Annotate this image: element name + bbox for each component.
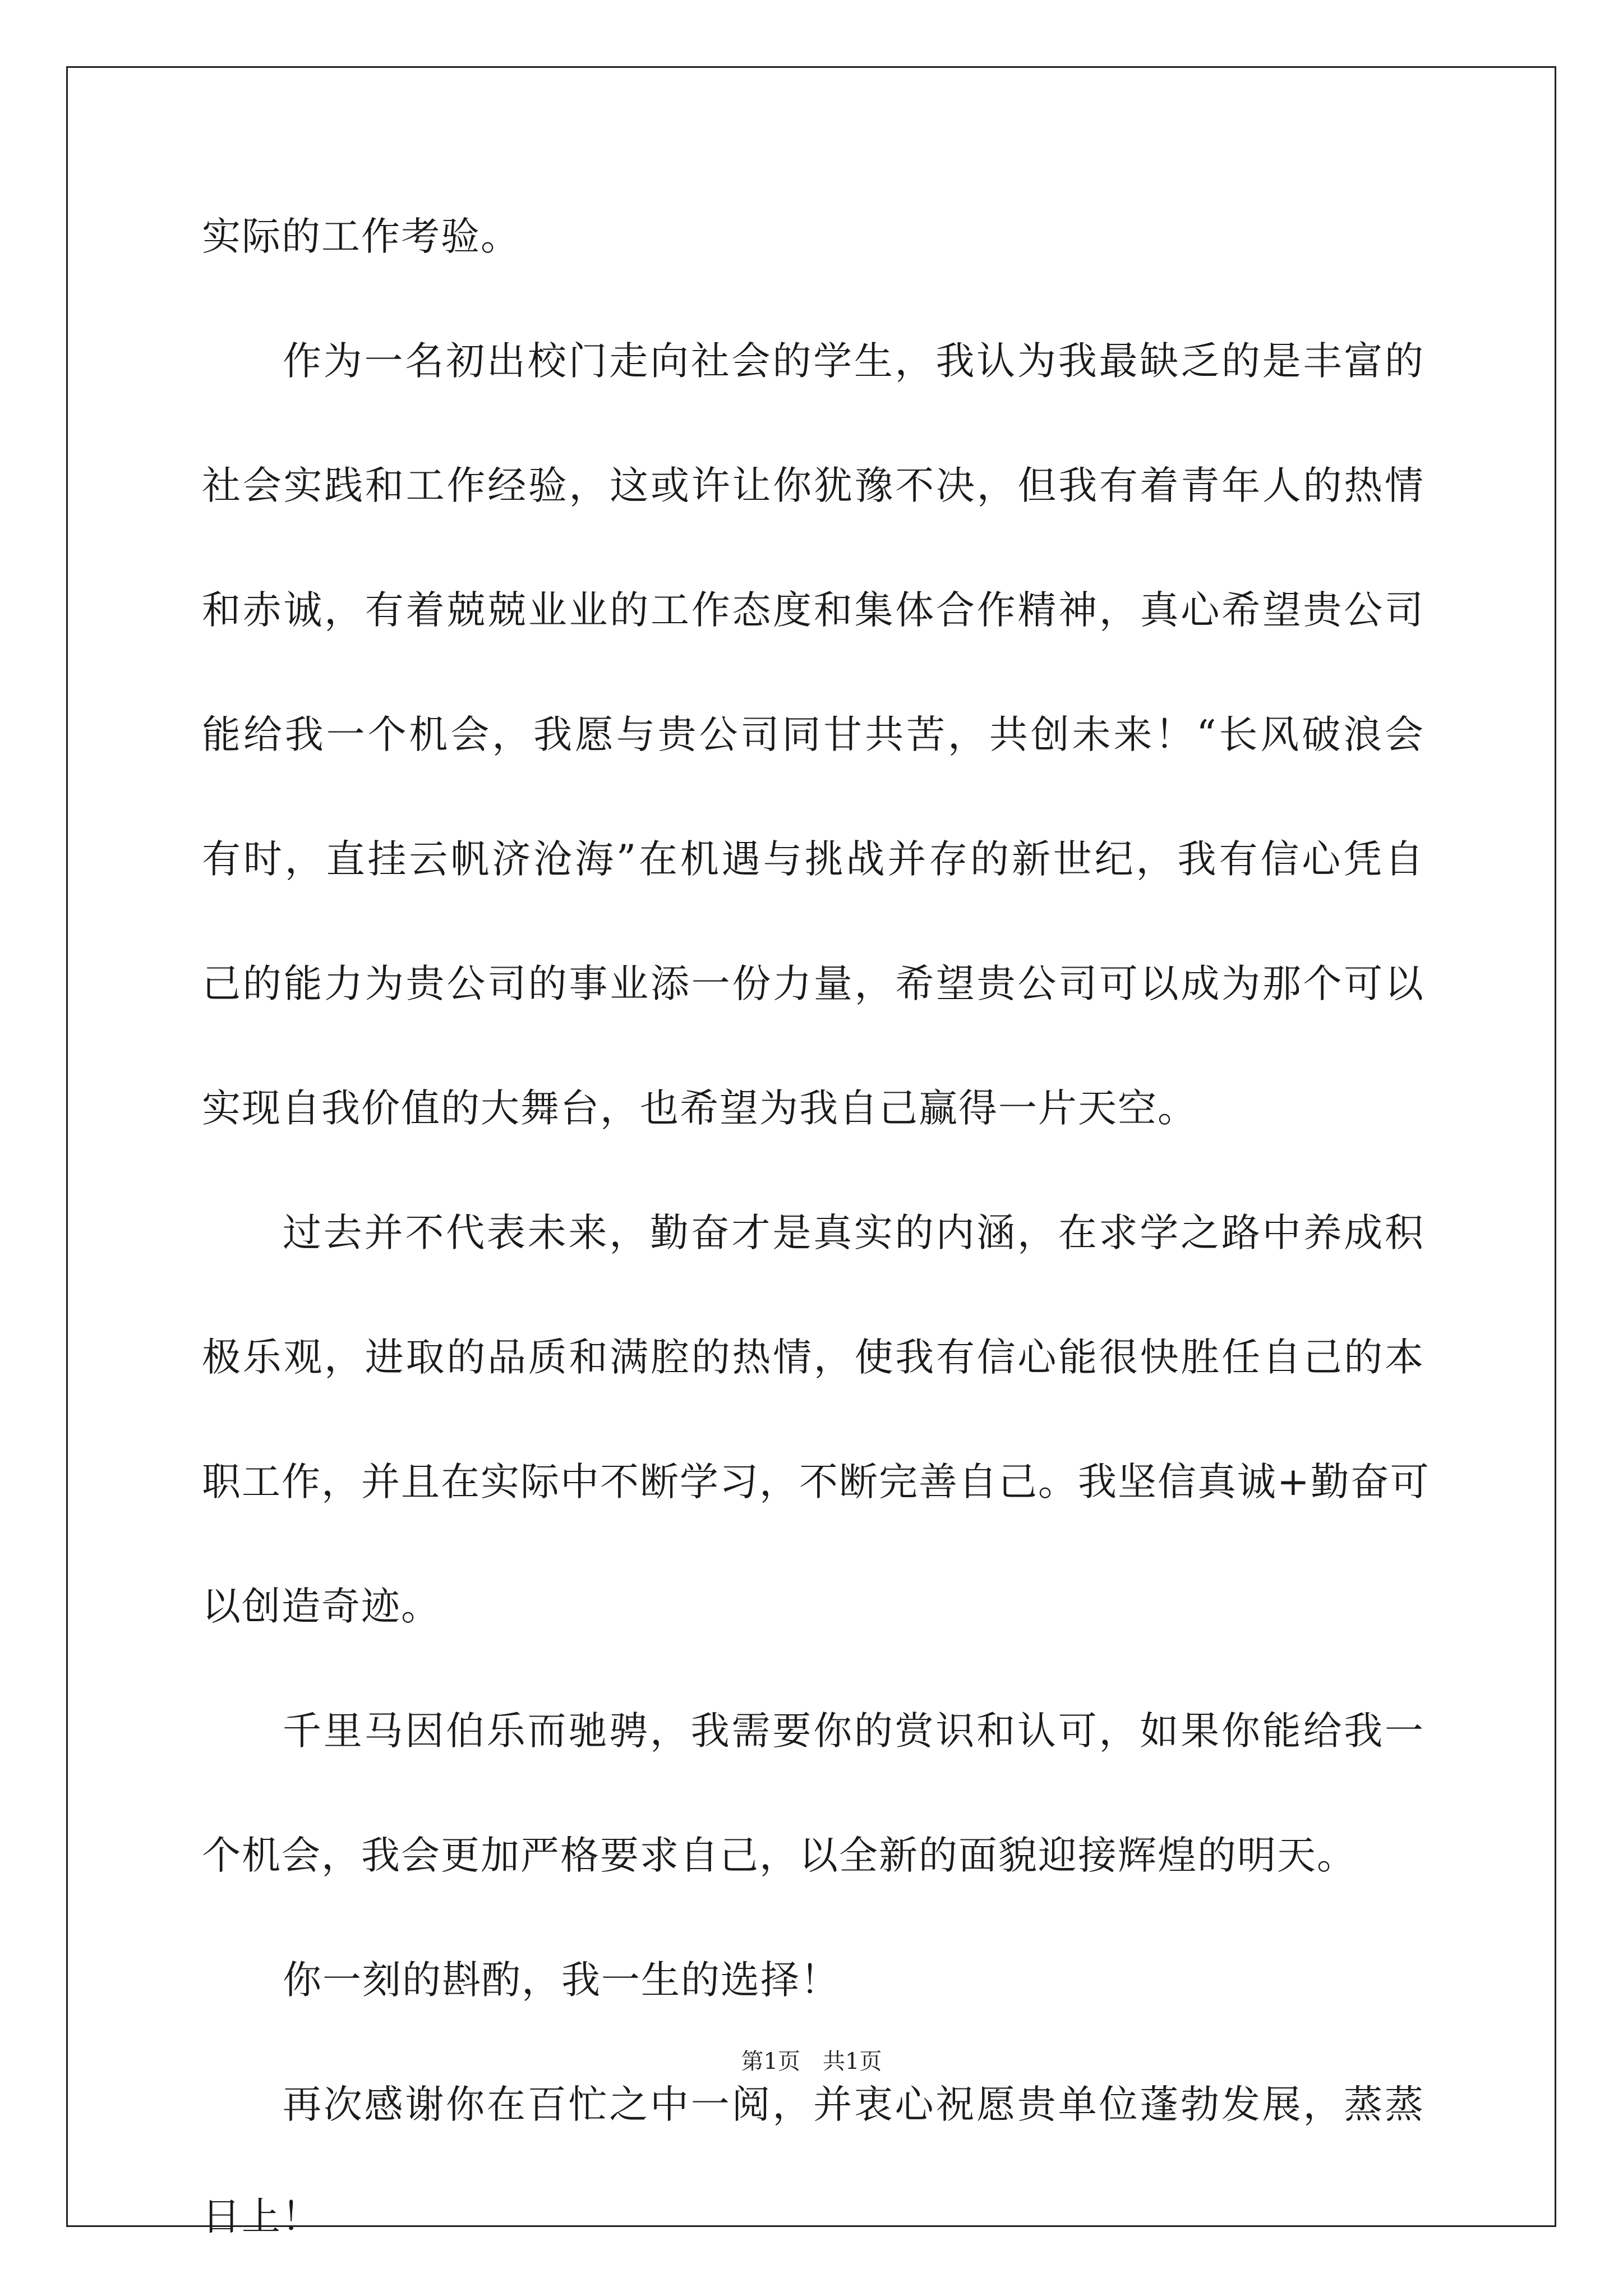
text-line: 己的能力为贵公司的事业添一份力量，希望贵公司可以成为那个可以 bbox=[202, 961, 1424, 1006]
text-line: 实现自我价值的大舞台，也希望为我自己赢得一片天空。 bbox=[202, 1086, 1197, 1131]
page-border bbox=[66, 66, 1556, 2227]
text-line: 和赤诚，有着兢兢业业的工作态度和集体合作精神，真心希望贵公司 bbox=[202, 588, 1424, 633]
text-line: 你一刻的斟酌，我一生的选择！ bbox=[283, 1958, 840, 2003]
text-line: 千里马因伯乐而驰骋，我需要你的赏识和认可，如果你能给我一 bbox=[283, 1709, 1424, 1754]
text-line: 作为一名初出校门走向社会的学生，我认为我最缺乏的是丰富的 bbox=[283, 339, 1424, 384]
text-line: 个机会，我会更加严格要求自己，以全新的面貌迎接辉煌的明天。 bbox=[202, 1833, 1357, 1878]
text-line: 能给我一个机会，我愿与贵公司同甘共苦，共创未来！“长风破浪会 bbox=[202, 712, 1424, 757]
text-line: 职工作，并且在实际中不断学习，不断完善自己。我坚信真诚+勤奋可 bbox=[202, 1460, 1430, 1504]
text-line: 以创造奇迹。 bbox=[202, 1584, 441, 1629]
text-line: 社会实践和工作经验，这或许让你犹豫不决，但我有着青年人的热情 bbox=[202, 463, 1424, 508]
text-line: 极乐观，进取的品质和满腔的热情，使我有信心能很快胜任自己的本 bbox=[202, 1335, 1424, 1380]
text-line: 有时，直挂云帆济沧海”在机遇与挑战并存的新世纪，我有信心凭自 bbox=[202, 837, 1424, 882]
page-number-footer: 第1页 共1页 bbox=[741, 2049, 882, 2074]
text-line: 实际的工作考验。 bbox=[202, 214, 520, 259]
text-line: 日上！ bbox=[202, 2194, 321, 2239]
text-line: 过去并不代表未来，勤奋才是真实的内涵，在求学之路中养成积 bbox=[283, 1211, 1424, 1255]
text-line: 再次感谢你在百忙之中一阅，并衷心祝愿贵单位蓬勃发展，蒸蒸 bbox=[283, 2082, 1424, 2127]
